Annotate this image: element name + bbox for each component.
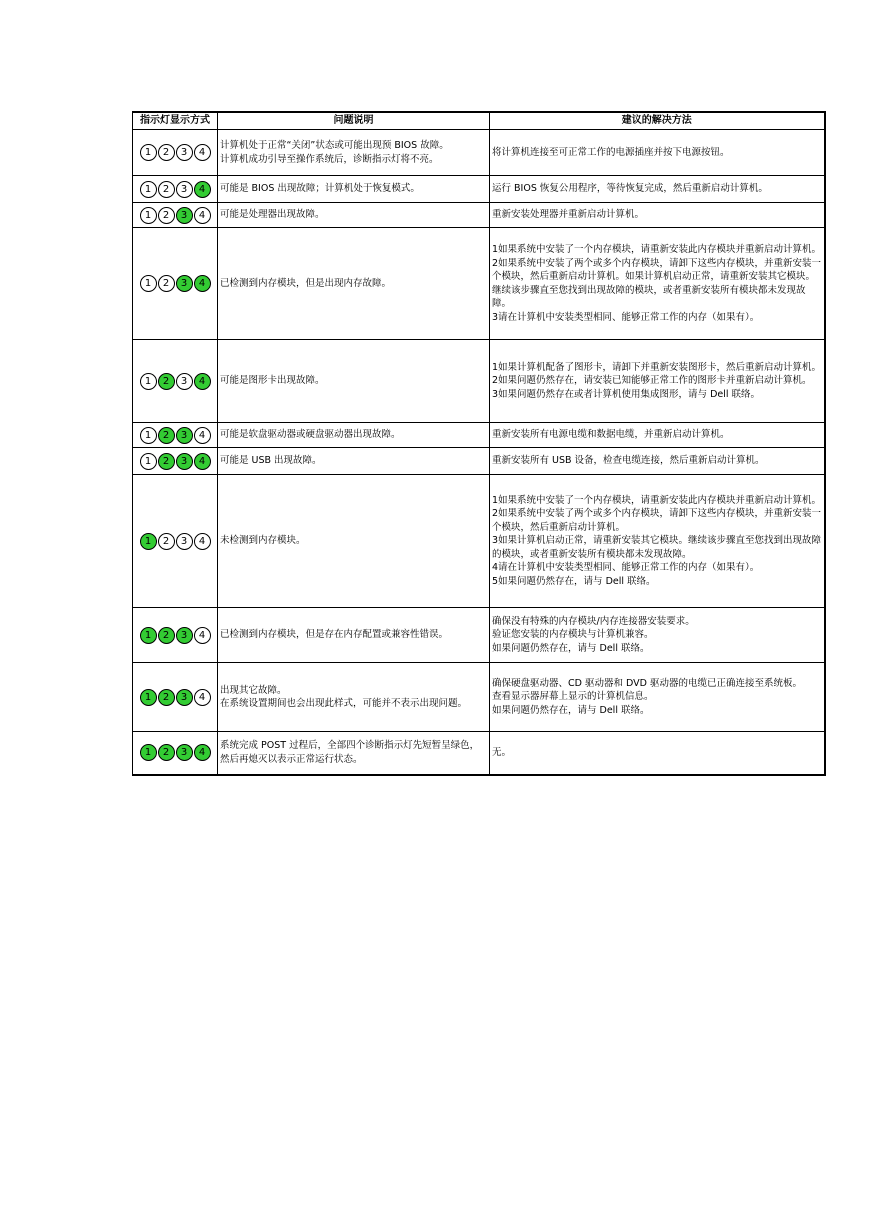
indicator-light-on-icon: 2 <box>158 427 175 444</box>
solution-cell <box>490 130 825 176</box>
solution-step: 3请在计算机中安装类型相同、能够正常工作的内存（如果有）。 <box>492 311 760 323</box>
solution-cell <box>490 732 825 775</box>
indicator-light-off-icon: 2 <box>158 207 175 224</box>
solution-cell <box>490 423 825 448</box>
diagnostic-lights-table <box>132 111 826 776</box>
solution-step: 1如果计算机配备了图形卡，请卸下并重新安装图形卡，然后重新启动计算机。 <box>492 361 822 373</box>
problem-description-cell: 已检测到内存模块，但是出现内存故障。 <box>218 228 490 340</box>
table-row <box>133 340 825 423</box>
problem-description-cell: 可能是 USB 出现故障。 <box>218 448 490 475</box>
solution-step: 4请在计算机中安装类型相同、能够正常工作的内存（如果有）。 <box>492 562 760 574</box>
indicator-light-off-icon: 3 <box>176 373 193 390</box>
indicator-light-on-icon: 3 <box>176 744 193 761</box>
indicator-light-on-icon: 4 <box>194 373 211 390</box>
solution-cell <box>490 448 825 475</box>
solution-cell <box>490 663 825 732</box>
problem-description-cell: 可能是处理器出现故障。 <box>218 203 490 228</box>
header-light-pattern: 指示灯显示方式 <box>133 112 218 130</box>
indicator-light-off-icon: 3 <box>176 533 193 550</box>
indicator-light-on-icon: 4 <box>194 275 211 292</box>
light-pattern-cell <box>133 228 218 340</box>
solution-step: 确保硬盘驱动器、CD 驱动器和 DVD 驱动器的电缆已正确连接至系统板。 <box>492 677 802 689</box>
indicator-light-off-icon: 4 <box>194 689 211 706</box>
indicator-light-off-icon: 4 <box>194 207 211 224</box>
solution-step: 重新安装所有 USB 设备，检查电缆连接，然后重新启动计算机。 <box>492 455 765 467</box>
indicator-light-on-icon: 2 <box>158 453 175 470</box>
light-pattern-cell <box>133 608 218 663</box>
indicator-light-off-icon: 2 <box>158 275 175 292</box>
table-row <box>133 475 825 608</box>
solution-step: 验证您安装的内存模块与计算机兼容。 <box>492 629 654 641</box>
solution-cell <box>490 475 825 608</box>
problem-description-cell: 已检测到内存模块，但是存在内存配置或兼容性错误。 <box>218 608 490 663</box>
indicator-light-off-icon: 4 <box>194 144 211 161</box>
light-pattern-cell <box>133 203 218 228</box>
table-header-row <box>133 112 825 130</box>
light-pattern-cell <box>133 448 218 475</box>
solution-step: 2如果问题仍然存在，请安装已知能够正常工作的图形卡并重新启动计算机。 <box>492 375 812 387</box>
indicator-light-on-icon: 1 <box>140 533 157 550</box>
indicator-light-on-icon: 3 <box>176 453 193 470</box>
indicator-light-off-icon: 1 <box>140 144 157 161</box>
solution-step: 2如果系统中安装了两个或多个内存模块，请卸下这些内存模块，并重新安装一个模块，然后重新启动计算机。 <box>492 508 822 533</box>
header-recommended-solution: 建议的解决方法 <box>490 112 825 130</box>
indicator-light-off-icon: 4 <box>194 427 211 444</box>
indicator-light-on-icon: 4 <box>194 181 211 198</box>
solution-step: 3如果问题仍然存在或者计算机使用集成图形，请与 Dell 联络。 <box>492 388 761 400</box>
indicator-light-off-icon: 1 <box>140 427 157 444</box>
solution-step: 3如果计算机启动正常，请重新安装其它模块。继续该步骤直至您找到出现故障的模块，或者重新安装所有模块都未发现故障。 <box>492 535 822 560</box>
indicator-light-on-icon: 1 <box>140 627 157 644</box>
table-row <box>133 663 825 732</box>
table-body <box>133 130 825 775</box>
indicator-light-on-icon: 2 <box>158 627 175 644</box>
solution-step: 2如果系统中安装了两个或多个内存模块，请卸下这些内存模块，并重新安装一个模块，然后重新启动计算机。如果计算机启动正常，请重新安装其它模块。继续该步骤直至您找到出现故障的模块，或者重新安装所有模块都未发现故障。 <box>492 257 822 309</box>
light-pattern-cell <box>133 732 218 775</box>
solution-step: 1如果系统中安装了一个内存模块，请重新安装此内存模块并重新启动计算机。 <box>492 244 822 255</box>
indicator-light-off-icon: 1 <box>140 207 157 224</box>
indicator-light-on-icon: 3 <box>176 689 193 706</box>
light-pattern-cell <box>133 423 218 448</box>
light-pattern-cell <box>133 130 218 176</box>
indicator-light-off-icon: 2 <box>158 144 175 161</box>
indicator-light-off-icon: 1 <box>140 453 157 470</box>
solution-step: 无。 <box>492 747 512 758</box>
solution-step: 如果问题仍然存在，请与 Dell 联络。 <box>492 642 650 654</box>
indicator-light-off-icon: 1 <box>140 181 157 198</box>
table-row <box>133 176 825 203</box>
light-pattern-cell <box>133 475 218 608</box>
light-pattern-cell <box>133 176 218 203</box>
solution-cell <box>490 203 825 228</box>
problem-description-cell: 可能是图形卡出现故障。 <box>218 340 490 423</box>
indicator-light-off-icon: 3 <box>176 144 193 161</box>
table-row <box>133 203 825 228</box>
indicator-light-on-icon: 3 <box>176 207 193 224</box>
table-row <box>133 732 825 775</box>
light-pattern-cell <box>133 663 218 732</box>
table-row <box>133 608 825 663</box>
table-row <box>133 423 825 448</box>
solution-step: 5如果问题仍然存在，请与 Dell 联络。 <box>492 575 656 587</box>
solution-step: 如果问题仍然存在，请与 Dell 联络。 <box>492 704 650 716</box>
indicator-light-on-icon: 4 <box>194 744 211 761</box>
indicator-light-off-icon: 1 <box>140 275 157 292</box>
indicator-light-on-icon: 2 <box>158 373 175 390</box>
indicator-light-on-icon: 3 <box>176 427 193 444</box>
solution-cell <box>490 608 825 663</box>
problem-description-cell: 出现其它故障。 在系统设置期间也会出现此样式，可能并不表示出现问题。 <box>218 663 490 732</box>
indicator-light-on-icon: 1 <box>140 689 157 706</box>
indicator-light-on-icon: 1 <box>140 744 157 761</box>
indicator-light-on-icon: 4 <box>194 453 211 470</box>
indicator-light-off-icon: 4 <box>194 627 211 644</box>
indicator-light-on-icon: 3 <box>176 627 193 644</box>
table-row <box>133 130 825 176</box>
table-row <box>133 228 825 340</box>
solution-cell <box>490 340 825 423</box>
light-pattern-cell <box>133 340 218 423</box>
indicator-light-on-icon: 2 <box>158 744 175 761</box>
table-row <box>133 448 825 475</box>
indicator-light-on-icon: 2 <box>158 689 175 706</box>
indicator-light-off-icon: 2 <box>158 533 175 550</box>
problem-description-cell: 计算机处于正常“关闭”状态或可能出现预 BIOS 故障。 计算机成功引导至操作系统后，诊断指示灯将不亮。 <box>218 130 490 176</box>
problem-description-cell: 系统完成 POST 过程后，全部四个诊断指示灯先短暂呈绿色，然后再熄灭以表示正常运行状态。 <box>218 732 490 775</box>
solution-cell <box>490 228 825 340</box>
indicator-light-on-icon: 3 <box>176 275 193 292</box>
solution-cell <box>490 176 825 203</box>
indicator-light-off-icon: 2 <box>158 181 175 198</box>
indicator-light-off-icon: 4 <box>194 533 211 550</box>
solution-step: 查看显示器屏幕上显示的计算机信息。 <box>492 691 654 703</box>
solution-step: 将计算机连接至可正常工作的电源插座并按下电源按钮。 <box>492 146 730 158</box>
solution-step: 确保没有特殊的内存模块/内存连接器安装要求。 <box>492 615 695 627</box>
indicator-light-off-icon: 3 <box>176 181 193 198</box>
header-problem-description: 问题说明 <box>218 112 490 130</box>
problem-description-cell: 未检测到内存模块。 <box>218 475 490 608</box>
solution-step: 重新安装处理器并重新启动计算机。 <box>492 209 645 221</box>
solution-step: 运行 BIOS 恢复公用程序，等待恢复完成，然后重新启动计算机。 <box>492 183 768 195</box>
problem-description-cell: 可能是软盘驱动器或硬盘驱动器出现故障。 <box>218 423 490 448</box>
solution-step: 1如果系统中安装了一个内存模块，请重新安装此内存模块并重新启动计算机。 <box>492 494 822 506</box>
indicator-light-off-icon: 1 <box>140 373 157 390</box>
solution-step: 重新安装所有电源电缆和数据电缆，并重新启动计算机。 <box>492 429 730 441</box>
problem-description-cell: 可能是 BIOS 出现故障；计算机处于恢复模式。 <box>218 176 490 203</box>
